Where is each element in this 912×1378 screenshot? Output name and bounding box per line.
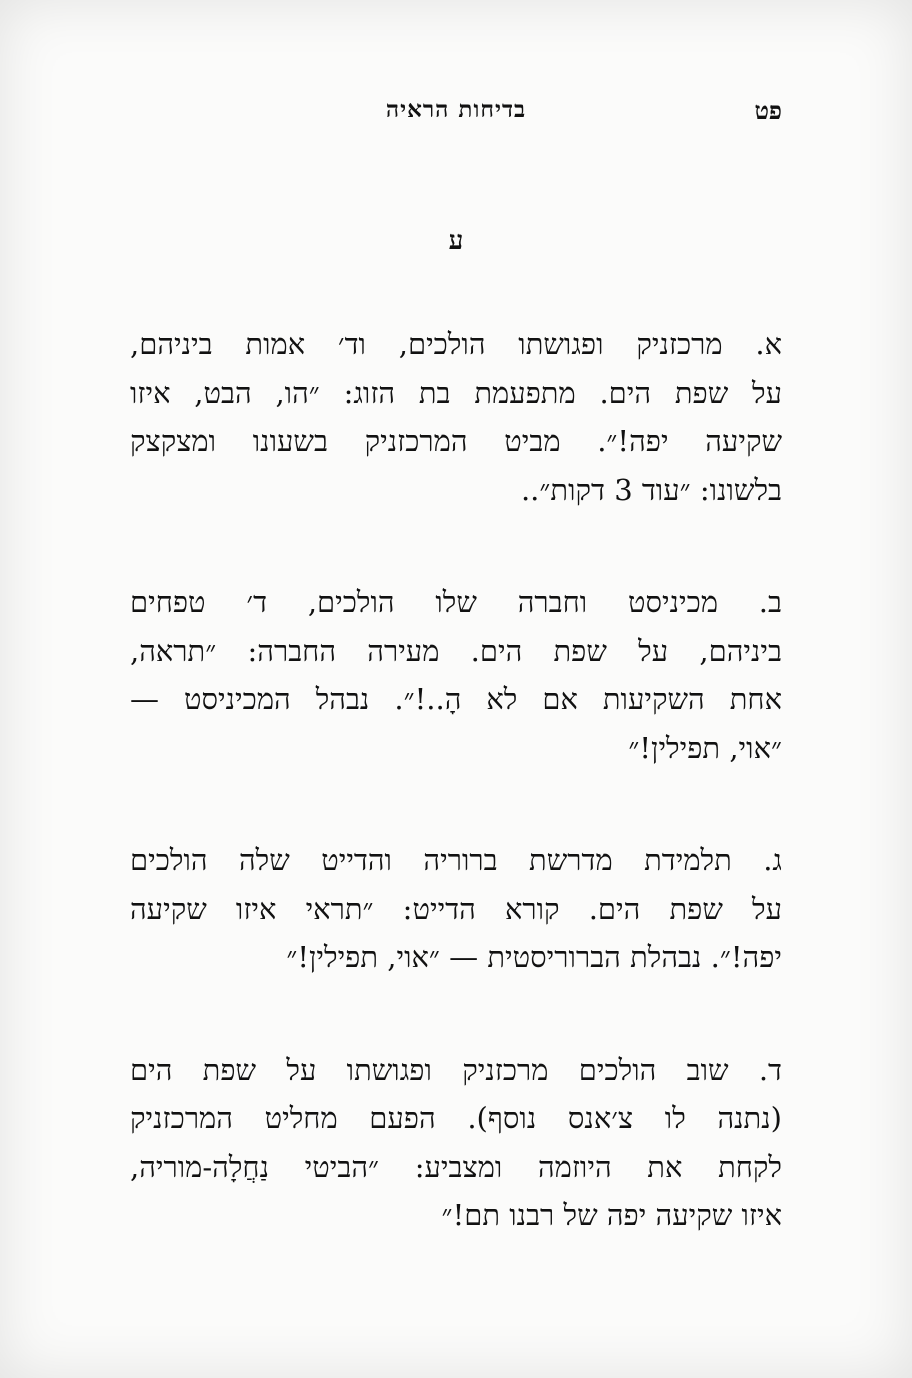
paragraph-dalet (130, 1046, 782, 1240)
text-line: שקיעה יפה!״. מביט המרכזניק בשעונו ומצקצק (130, 424, 782, 458)
section-letter: ע (448, 226, 464, 256)
text-line: (נתנה לו צ׳אנס נוסף). הפעם מחליט המרכזניק (130, 1101, 782, 1135)
text-line: ביניהם, על שפת הים. מעירה החברה: ״תראה, (130, 633, 782, 668)
text-line: על שפת הים. מתפעמת בת הזוג: ״הו, הבט, איזו (130, 375, 782, 410)
text-line: יפה!״. נבהלת הברוריסטית — ״אוי, תפילין!״ (286, 940, 782, 974)
text-line: על שפת הים. קורא הדייט: ״תראי איזו שקיעה (130, 891, 782, 926)
text-line: בלשונו: ״עוד 3 דקות״.. (520, 472, 782, 507)
running-title: בדיחות הראיה (385, 96, 527, 123)
text-line: א. מרכזניק ופגושתו הולכים, וד׳ אמות ביניהם, (130, 327, 782, 361)
joke-body (130, 320, 782, 1304)
text-line: לקחת את היוזמה ומצביע: ״הביטי נַחֲלָה-מוריה, (130, 1149, 782, 1184)
page-header (130, 96, 782, 136)
page-number: פט (754, 96, 782, 125)
paragraph-bet (130, 578, 782, 772)
text-line: ״אוי, תפילין!״ (628, 730, 782, 765)
text-line: אחת השקיעות אם לא הָ..!״. נבהל המכיניסט — (130, 682, 782, 716)
text-line: ב. מכיניסט וחברה שלו הולכים, ד׳ טפחים (130, 585, 782, 619)
paragraph-alef (130, 320, 782, 514)
text-line: ג. תלמידת מדרשת ברוריה והדייט שלה הולכים (130, 843, 782, 877)
text-line: ד. שוב הולכים מרכזניק ופגושתו על שפת הים (130, 1052, 782, 1087)
paragraph-gimel (130, 836, 782, 982)
text-line: איזו שקיעה יפה של רבנו תם!״ (441, 1198, 782, 1232)
